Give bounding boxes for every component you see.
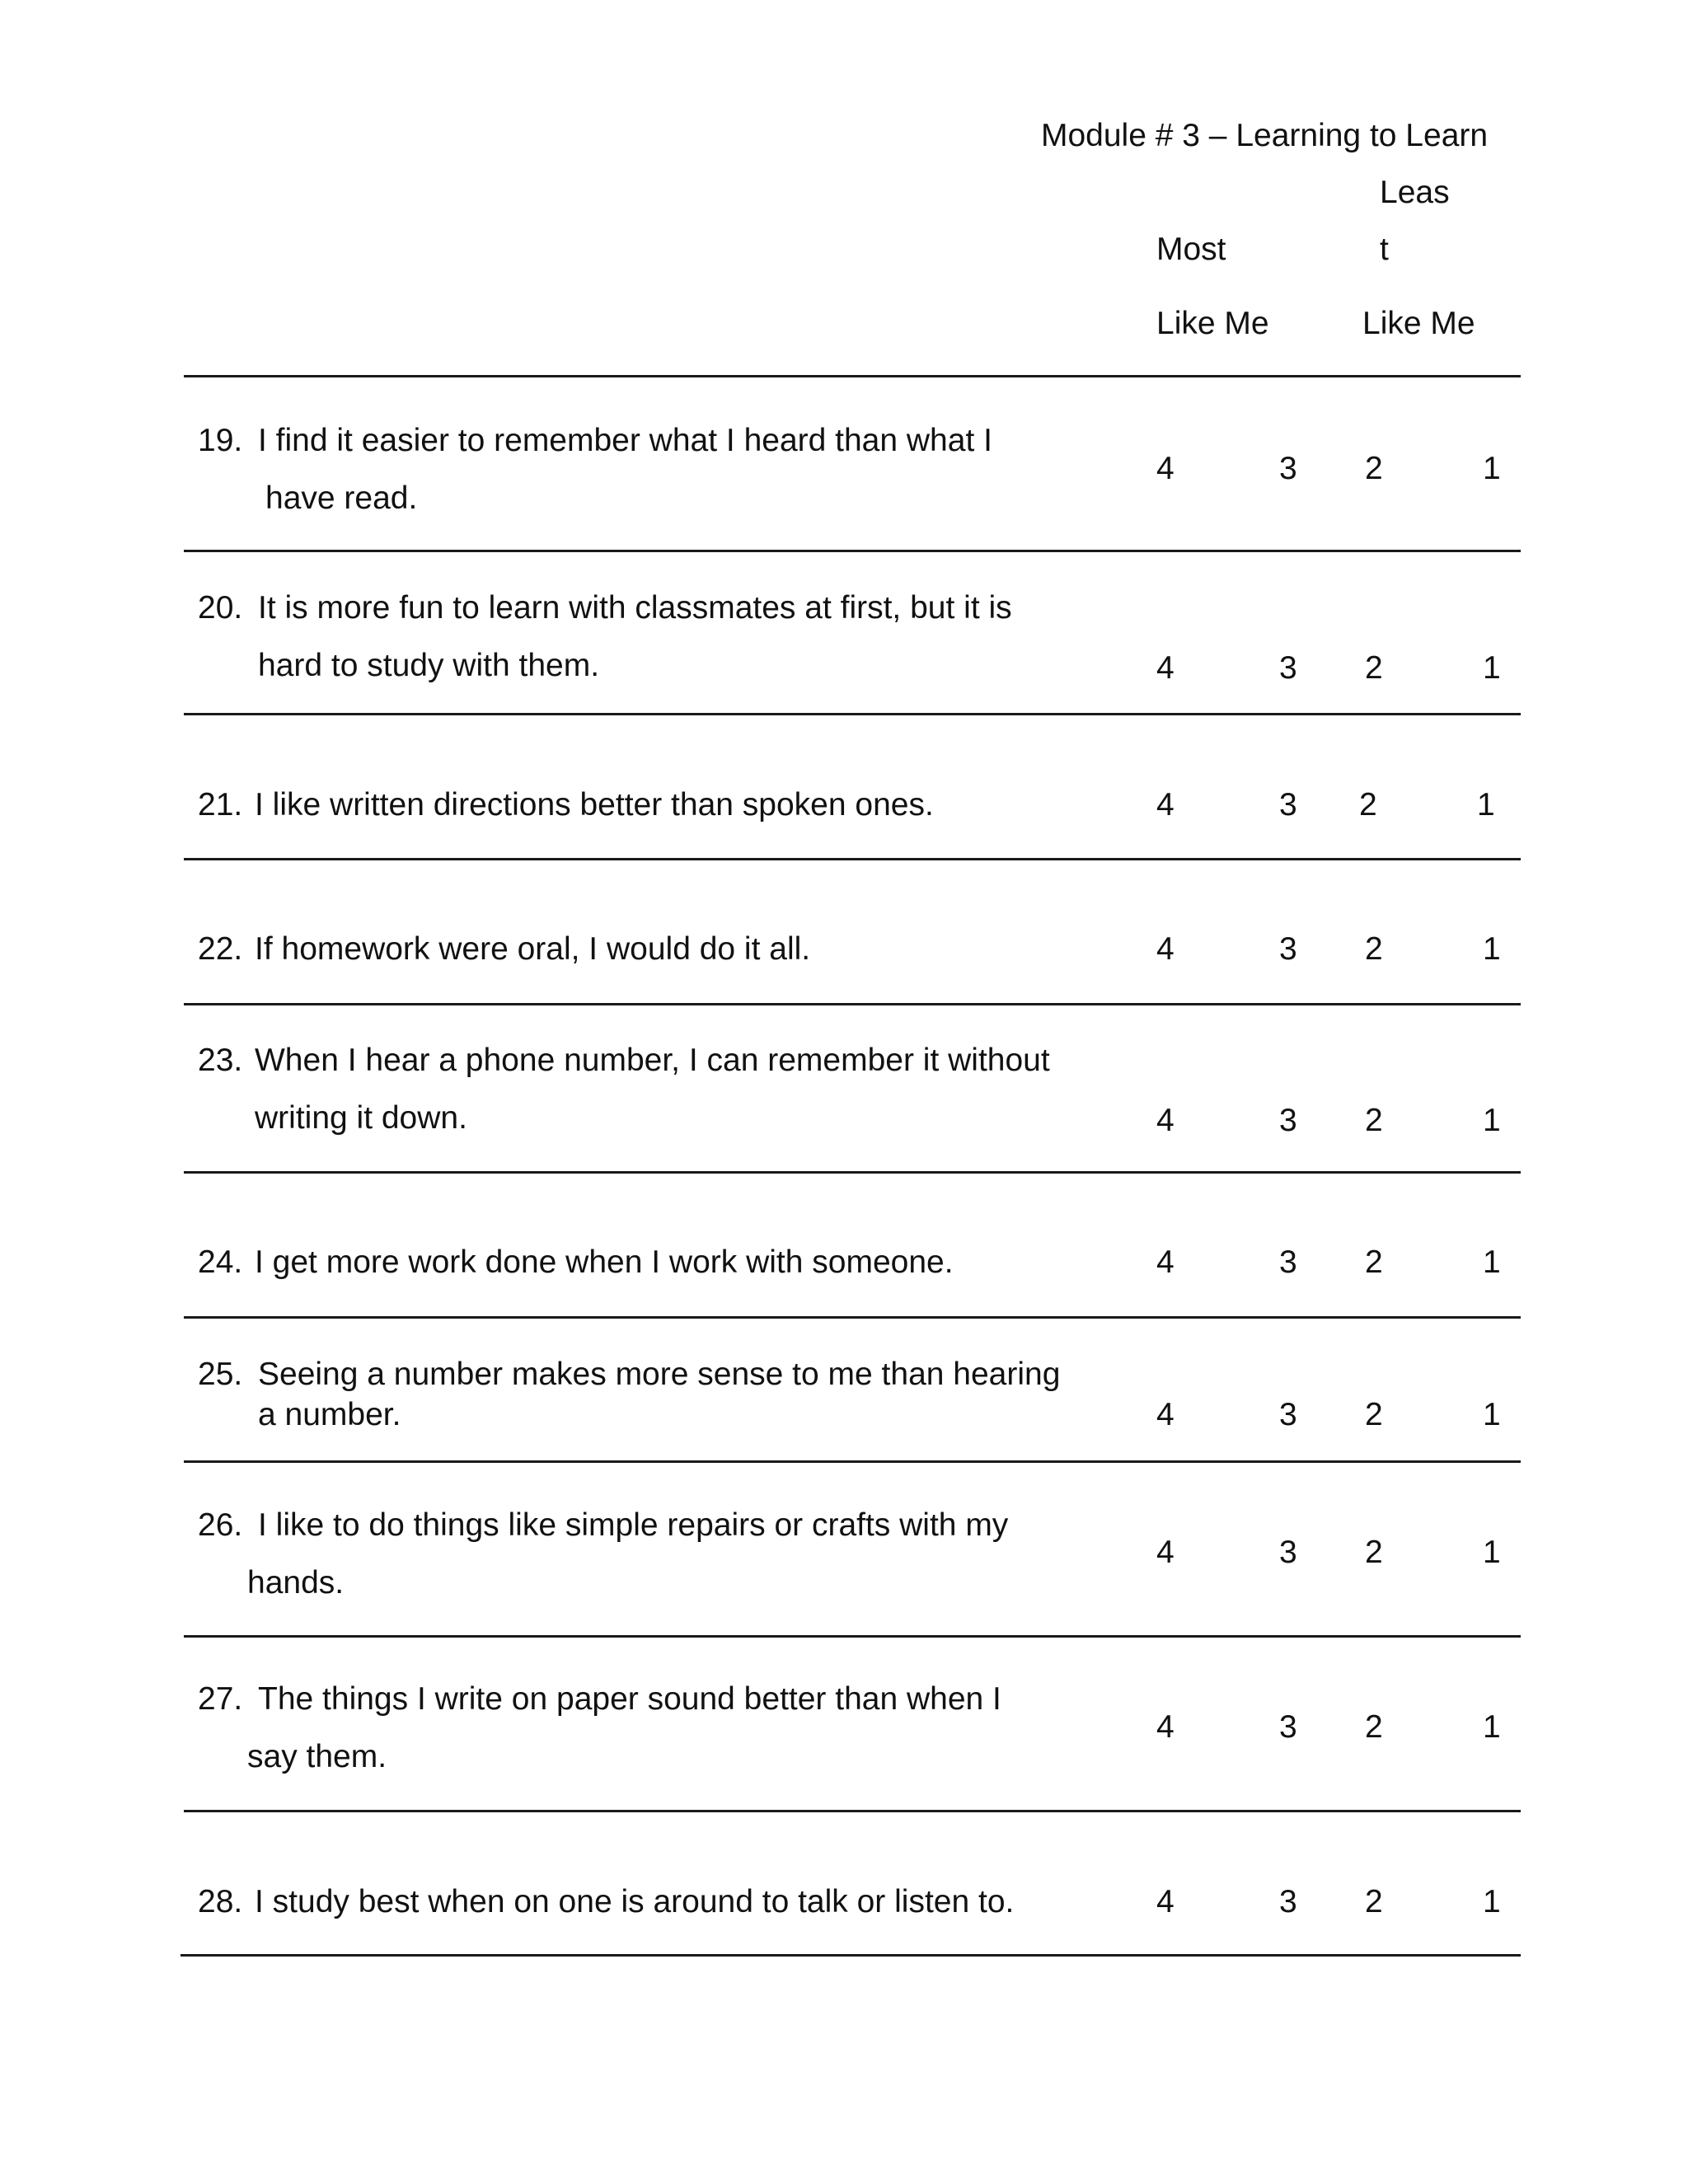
rating-option-4[interactable]: 4 [1156, 1397, 1175, 1432]
question-text-line1: The things I write on paper sound better than when I [258, 1681, 1001, 1717]
question-text-line1: I find it easier to remember what I heard than what I [258, 423, 992, 458]
least-label-line3: Like Me [1362, 306, 1475, 341]
question-number: 24. [198, 1244, 243, 1280]
row-divider [184, 1460, 1521, 1463]
row-divider [184, 858, 1521, 860]
rating-option-2[interactable]: 2 [1365, 451, 1383, 486]
question-number: 26. [198, 1507, 243, 1543]
question-text-line1: When I hear a phone number, I can remember it without [255, 1043, 1050, 1078]
rating-option-3[interactable]: 3 [1279, 650, 1297, 686]
bottom-divider [181, 1954, 1521, 1957]
rating-option-3[interactable]: 3 [1279, 931, 1297, 967]
rating-option-2[interactable]: 2 [1365, 1103, 1383, 1138]
rating-option-1[interactable]: 1 [1483, 931, 1501, 967]
rating-option-2[interactable]: 2 [1365, 1244, 1383, 1280]
most-label-line2: Like Me [1156, 306, 1269, 341]
rating-option-1[interactable]: 1 [1477, 787, 1495, 823]
question-text-line1: I study best when on one is around to talk or listen to. [255, 1884, 1015, 1919]
rating-option-3[interactable]: 3 [1279, 1535, 1297, 1570]
rating-option-3[interactable]: 3 [1279, 1244, 1297, 1280]
header-divider [184, 375, 1521, 377]
question-text-line2: say them. [247, 1739, 387, 1774]
rating-option-2[interactable]: 2 [1365, 1397, 1383, 1432]
rating-option-3[interactable]: 3 [1279, 787, 1297, 823]
question-number: 27. [198, 1681, 243, 1717]
rating-option-4[interactable]: 4 [1156, 1244, 1175, 1280]
question-number: 25. [198, 1357, 243, 1392]
rating-option-1[interactable]: 1 [1483, 1709, 1501, 1745]
rating-option-1[interactable]: 1 [1483, 1535, 1501, 1570]
rating-option-3[interactable]: 3 [1279, 1397, 1297, 1432]
rating-option-3[interactable]: 3 [1279, 1103, 1297, 1138]
rating-option-1[interactable]: 1 [1483, 1397, 1501, 1432]
question-number: 28. [198, 1884, 243, 1919]
question-text-line1: I like to do things like simple repairs or crafts with my [258, 1507, 1009, 1543]
rating-option-2[interactable]: 2 [1365, 1884, 1383, 1919]
least-label-line2: t [1380, 232, 1389, 267]
rating-option-4[interactable]: 4 [1156, 1535, 1175, 1570]
rating-option-4[interactable]: 4 [1156, 451, 1175, 486]
question-number: 19. [198, 423, 243, 458]
rating-option-4[interactable]: 4 [1156, 1884, 1175, 1919]
rating-option-1[interactable]: 1 [1483, 1244, 1501, 1280]
row-divider [184, 713, 1521, 715]
row-divider [184, 1635, 1521, 1638]
rating-option-3[interactable]: 3 [1279, 1709, 1297, 1745]
rating-option-4[interactable]: 4 [1156, 931, 1175, 967]
question-text-line2: have read. [265, 480, 418, 516]
row-divider [184, 1810, 1521, 1812]
row-divider [184, 1316, 1521, 1319]
rating-option-4[interactable]: 4 [1156, 787, 1175, 823]
question-text-line1: It is more fun to learn with classmates at first, but it is [258, 590, 1012, 626]
most-label-line1: Most [1156, 232, 1226, 267]
module-title: Module # 3 – Learning to Learn [1041, 118, 1489, 153]
rating-option-4[interactable]: 4 [1156, 1103, 1175, 1138]
question-text-line2: hands. [247, 1565, 345, 1601]
rating-option-1[interactable]: 1 [1483, 650, 1501, 686]
rating-option-2[interactable]: 2 [1359, 787, 1377, 823]
question-number: 22. [198, 931, 243, 967]
question-text-line1: If homework were oral, I would do it all. [255, 931, 811, 967]
question-text-line1: I get more work done when I work with someone. [255, 1244, 954, 1280]
rating-option-4[interactable]: 4 [1156, 1709, 1175, 1745]
rating-option-2[interactable]: 2 [1365, 650, 1383, 686]
question-number: 21. [198, 787, 243, 823]
rating-option-1[interactable]: 1 [1483, 1103, 1501, 1138]
row-divider [184, 1003, 1521, 1005]
row-divider [184, 1171, 1521, 1174]
row-divider [184, 550, 1521, 552]
rating-option-4[interactable]: 4 [1156, 650, 1175, 686]
question-text-line1: I like written directions better than spoken ones. [255, 787, 934, 823]
rating-option-2[interactable]: 2 [1365, 1535, 1383, 1570]
question-text-line2: hard to study with them. [258, 648, 600, 683]
rating-option-2[interactable]: 2 [1365, 1709, 1383, 1745]
rating-option-3[interactable]: 3 [1279, 1884, 1297, 1919]
rating-option-1[interactable]: 1 [1483, 1884, 1501, 1919]
question-number: 20. [198, 590, 243, 626]
question-number: 23. [198, 1043, 243, 1078]
question-text-line2: a number. [258, 1397, 401, 1432]
rating-option-1[interactable]: 1 [1483, 451, 1501, 486]
rating-option-2[interactable]: 2 [1365, 931, 1383, 967]
question-text-line2: writing it down. [255, 1100, 467, 1136]
rating-option-3[interactable]: 3 [1279, 451, 1297, 486]
question-text-line1: Seeing a number makes more sense to me than hearing [258, 1357, 1061, 1392]
least-label-line1: Leas [1380, 175, 1450, 210]
